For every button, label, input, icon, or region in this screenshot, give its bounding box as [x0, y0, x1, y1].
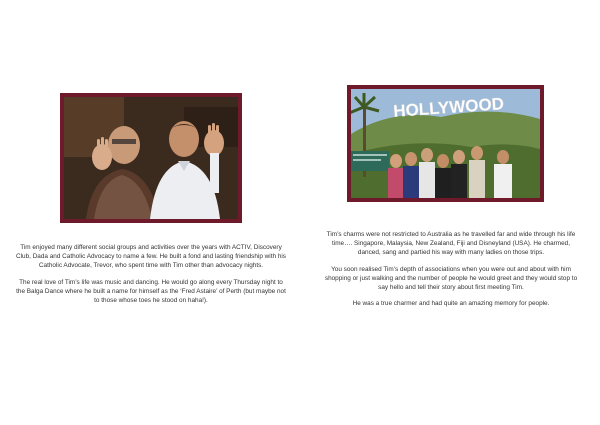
- hollywood-group-illustration: [351, 89, 540, 198]
- two-men-waving-photo: [64, 97, 238, 219]
- right-paragraph-2: You soon realised Tim’s depth of associations when you were out and about with him shopping or just walking and the number of people he would greet and they would stop to say hello and tell their story about first meeting Tim.: [324, 265, 578, 292]
- left-text-block: [15, 243, 287, 312]
- right-page: [300, 0, 600, 425]
- right-text-block: [320, 230, 582, 315]
- group-at-hollywood-sign-photo: [351, 89, 540, 198]
- right-paragraph-3: He was a true charmer and had quite an amazing memory for people.: [352, 300, 550, 308]
- left-paragraph-1: Tim enjoyed many different social groups and activities over the years with ACTIV, Discovery Club, Dada and Catholic Advocacy to name a few. He built a fond and lasting friendship with his Catholic Advocate, Trevor, who spent time with Tim other than advocacy nights.: [16, 244, 286, 270]
- right-paragraph-1: Tim’s charms were not restricted to Australia as he travelled far and wide through his life time…. Singapore, Malaysia, New Zealand, Fiji and Disneyland (USA). He charmed, danced, sang and partied his way with many ladies on those trips.: [326, 231, 576, 257]
- right-photo-frame: [347, 85, 544, 202]
- hollywood-sign-text: HOLLYWOOD: [392, 94, 505, 121]
- two-men-waving-illustration: [64, 97, 238, 219]
- left-paragraph-2: The real love of Tim’s life was music and dancing. He would go along every Thursday night to the Balga Dance where he built a name for himself as the ‘Fred Astaire’ of Perth (but maybe not to those whose toes he stood on haha!).: [16, 278, 286, 305]
- left-photo-frame: [60, 93, 242, 223]
